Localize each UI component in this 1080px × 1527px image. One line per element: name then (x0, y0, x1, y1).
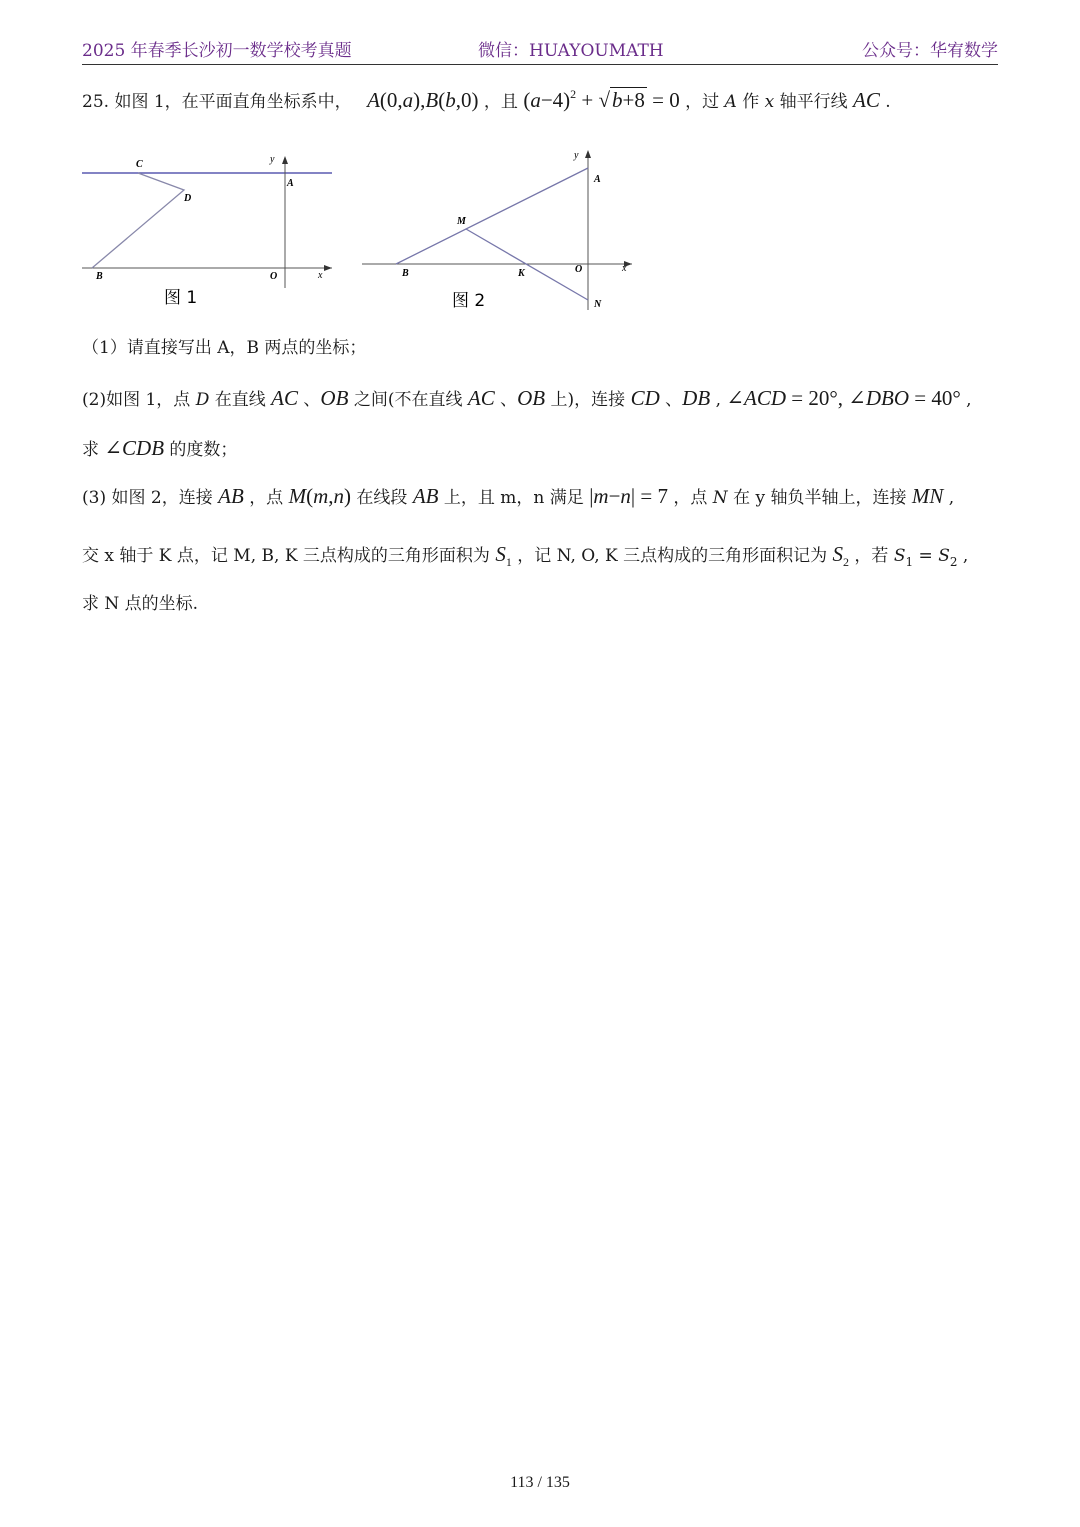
header-account: 公众号：华宥数学 (862, 41, 998, 61)
header-title: 2025 年春季长沙初一数学校考真题 (82, 41, 352, 61)
fig2-label-a: A (594, 174, 601, 185)
fig2-caption: 图 2 (452, 291, 486, 311)
problem-intro: 25. 如图 1，在平面直角坐标系中， A(0,a),B(b,0) ，且 $(a-4)^2 + √b+8 = 0$ ，过 A 作 x 轴平行线 AC . (82, 87, 891, 112)
part-2-line2: 求 ∠CDB 的度数； (82, 436, 238, 460)
fig1-caption: 图 1 (164, 288, 198, 308)
header-rule (82, 64, 998, 65)
part-3-line2: 交 x 轴于 K 点，记 M, B, K 三点构成的三角形面积为 $S_1$ ，记 N, O, K 三点构成的三角形面积记为 $S_2$ ，若 $S_1 = S_2$ , (82, 542, 969, 569)
fig2-label-n: N (594, 299, 602, 310)
fig1-label-d: D (184, 193, 192, 204)
figure-2 (360, 148, 640, 318)
fig2-label-o: O (575, 264, 583, 275)
fig2-label-m: M (457, 216, 466, 227)
header-wechat: 微信：HUAYOUMATH (478, 41, 664, 61)
fig2-label-b: B (402, 268, 409, 279)
fig1-label-b: B (96, 271, 103, 282)
fig1-label-a: A (287, 178, 294, 189)
part-1: （1）请直接写出 A，B 两点的坐标； (82, 338, 367, 358)
fig2-label-y: y (574, 150, 579, 161)
fig2-label-k: K (518, 268, 525, 279)
page-number: 113 / 135 (510, 1474, 570, 1491)
fig1-label-o: O (270, 271, 278, 282)
fig2-label-x: x (622, 263, 627, 274)
part-2-line1: (2)如图 1，点 D 在直线 AC 、OB 之间(不在直线 AC 、OB 上)，连接 CD 、DB , ∠ACD = 20°, ∠DBO = 40° , (82, 386, 972, 410)
part-3-line1: (3) 如图 2，连接 AB ，点 M(m,n) 在线段 AB 上，且 m，n 满足 |m−n| = 7 ，点 N 在 y 轴负半轴上，连接 MN , (82, 484, 955, 508)
page-header (82, 36, 998, 64)
figure-1 (80, 148, 340, 313)
fig1-label-x: x (318, 270, 323, 281)
fig1-label-y: y (270, 154, 275, 165)
part-3-line3: 求 N 点的坐标. (82, 594, 199, 614)
fig1-label-c: C (136, 159, 143, 170)
